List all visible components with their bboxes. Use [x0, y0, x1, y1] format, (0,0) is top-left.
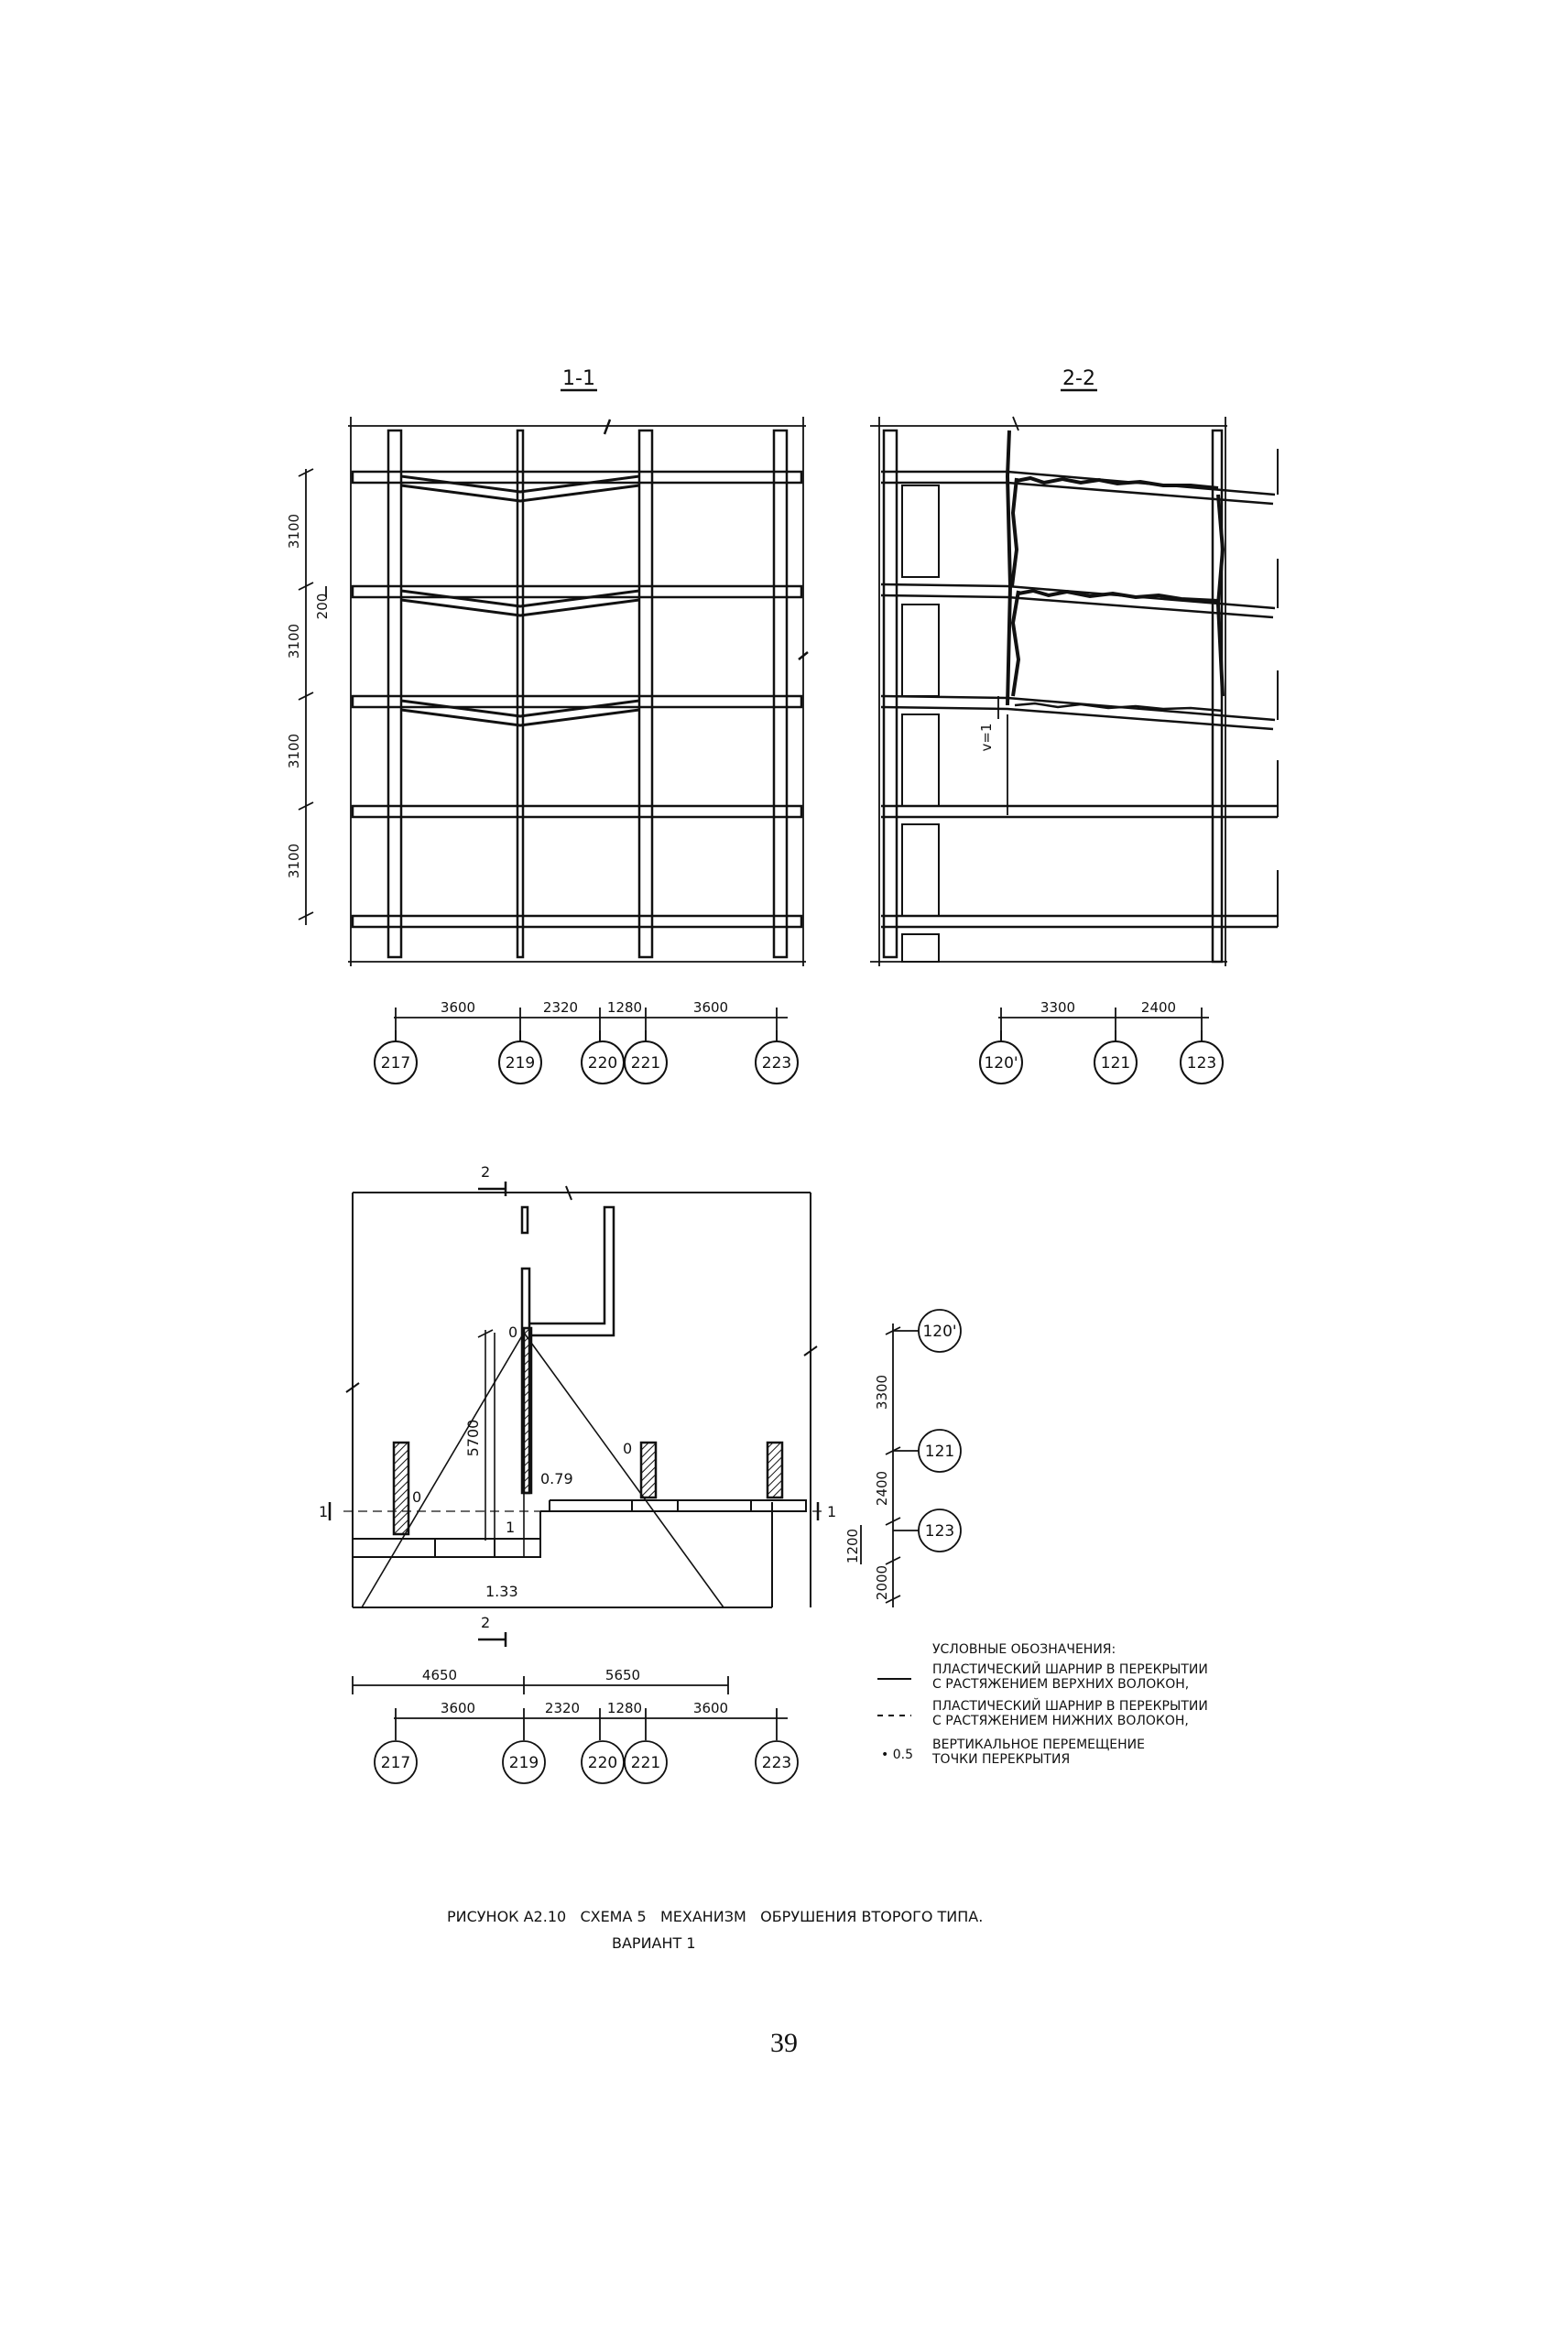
plan-axis-121: 121	[924, 1443, 955, 1461]
legend-item2-line2: С РАСТЯЖЕНИЕМ НИЖНИХ ВОЛОКОН,	[932, 1714, 1189, 1728]
plan-axis-223: 223	[761, 1754, 792, 1772]
point-label-top: 0	[508, 1324, 518, 1341]
plan-dim-2000: 2000	[874, 1564, 890, 1601]
plan-axis-120p: 120'	[922, 1323, 957, 1341]
section-1-1-title: 1-1	[562, 367, 595, 390]
section-2-2	[870, 367, 1278, 966]
cut-mark-bottom: 2	[481, 1614, 491, 1631]
plan-labels	[319, 1163, 836, 1631]
floor-dim-1: 3100	[286, 513, 302, 550]
point-label-right: 0	[623, 1440, 633, 1457]
point-label-1: 1	[506, 1519, 516, 1536]
caption-line1: РИСУНОК А2.10 СХЕМА 5 МЕХАНИЗМ ОБРУШЕНИЯ ВТОРОГО ТИПА.	[447, 1908, 984, 1925]
axis-217: 217	[380, 1054, 411, 1073]
legend-item3-line2: ТОЧКИ ПЕРЕКРЫТИЯ	[932, 1752, 1071, 1767]
point-label-left: 0	[412, 1488, 422, 1506]
plan-axis-123: 123	[924, 1522, 955, 1541]
plan-walls	[394, 1207, 782, 1534]
floor-dim-3: 3100	[286, 733, 302, 769]
plan-dim-1200: 1200	[844, 1528, 861, 1564]
legend-item1-line1: ПЛАСТИЧЕСКИЙ ШАРНИР В ПЕРЕКРЫТИИ	[932, 1662, 1208, 1677]
section-1-1-columns	[388, 430, 787, 957]
section-2-2-title: 2-2	[1062, 367, 1095, 390]
floor-dim-2: 3100	[286, 623, 302, 659]
section-1-1-collapse-hinges	[401, 476, 639, 725]
cut-mark-top: 2	[481, 1163, 491, 1181]
axis-120p: 120'	[984, 1054, 1018, 1073]
plan-dim-2320: 2320	[544, 1700, 581, 1716]
legend-item3-symbol: • 0.5	[881, 1748, 913, 1762]
section-1-1-slabs	[353, 472, 801, 927]
bottom-dim-4: 3600	[692, 999, 729, 1016]
s2-dim-2: 2400	[1140, 999, 1177, 1016]
section-1-1-bottom-dim-labels	[441, 999, 728, 1016]
plan-dim-3600a: 3600	[440, 1700, 476, 1716]
side-dim: 200	[314, 593, 331, 620]
section-2-2-slabs	[881, 472, 1278, 927]
axis-219: 219	[505, 1054, 536, 1073]
figure-caption	[447, 1908, 983, 1952]
cut-mark-left: 1	[319, 1503, 329, 1520]
plan-axis-221: 221	[630, 1754, 661, 1772]
legend	[877, 1642, 1208, 1767]
plan-bottom-labels	[381, 1667, 791, 1772]
point-label-133: 1.33	[485, 1583, 518, 1600]
dim-5700: 5700	[464, 1419, 482, 1457]
axis-223: 223	[761, 1054, 792, 1073]
page-number: 39	[770, 2028, 798, 2058]
axis-121: 121	[1100, 1054, 1131, 1073]
section-1-1	[348, 367, 808, 966]
plan-dim-1280: 1280	[606, 1700, 643, 1716]
section-1-1-axis-bubbles	[375, 1030, 798, 1084]
plan-dim-3600b: 3600	[692, 1700, 729, 1716]
plan-axis-220: 220	[587, 1754, 618, 1772]
legend-item3-line1: ВЕРТИКАЛЬНОЕ ПЕРЕМЕЩЕНИЕ	[932, 1737, 1145, 1752]
floor-plan	[330, 1182, 824, 1647]
axis-220: 220	[587, 1054, 618, 1073]
section-2-2-axis-bubbles	[980, 1030, 1223, 1084]
bottom-dim-2: 2320	[542, 999, 579, 1016]
bottom-dim-3: 1280	[606, 999, 643, 1016]
caption-line2: ВАРИАНТ 1	[612, 1934, 696, 1952]
legend-item2-line1: ПЛАСТИЧЕСКИЙ ШАРНИР В ПЕРЕКРЫТИИ	[932, 1699, 1208, 1714]
plan-dim-4650: 4650	[421, 1667, 458, 1683]
s2-dim-1: 3300	[1040, 999, 1076, 1016]
plan-dim-2400: 2400	[874, 1470, 890, 1507]
cut-mark-right: 1	[827, 1503, 837, 1520]
legend-item1-line2: С РАСТЯЖЕНИЕМ ВЕРХНИХ ВОЛОКОН,	[932, 1677, 1190, 1692]
plan-dim-5650: 5650	[604, 1667, 641, 1683]
section-2-2-failure-lines	[1012, 478, 1223, 711]
axis-123: 123	[1186, 1054, 1217, 1073]
legend-title: УСЛОВНЫЕ ОБОЗНАЧЕНИЯ:	[932, 1642, 1116, 1657]
section-1-1-vertical-dim-labels	[286, 514, 331, 878]
plan-axis-219: 219	[508, 1754, 539, 1772]
section-2-2-bottom-dim-labels	[1040, 999, 1176, 1016]
bottom-dim-1: 3600	[440, 999, 476, 1016]
floor-dim-4: 3100	[286, 843, 302, 879]
point-label-079: 0.79	[540, 1470, 573, 1487]
plan-bottom-dims	[353, 1676, 798, 1783]
axis-221: 221	[630, 1054, 661, 1073]
plan-axis-217: 217	[380, 1754, 411, 1772]
section-1-1-vertical-dims	[299, 469, 326, 925]
plan-dim-3300: 3300	[874, 1374, 890, 1411]
deflection-label: v=1	[978, 723, 995, 752]
section-2-2-bottom-dims	[998, 1008, 1209, 1030]
